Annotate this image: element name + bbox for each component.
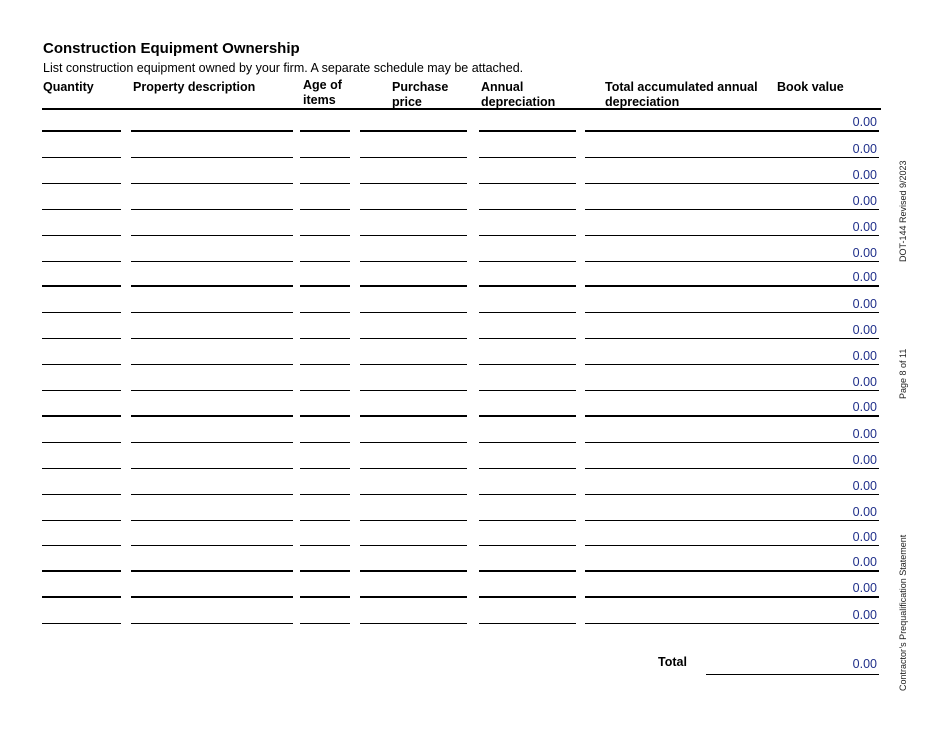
accumulated-field[interactable] <box>585 271 777 287</box>
quantity-field[interactable] <box>42 271 121 287</box>
description-field[interactable] <box>131 142 293 158</box>
depreciation-field[interactable] <box>479 323 576 339</box>
price-field[interactable] <box>360 427 467 443</box>
accumulated-field[interactable] <box>585 582 777 598</box>
book-value-field[interactable] <box>767 528 879 546</box>
book-value-field[interactable] <box>767 373 879 391</box>
accumulated-field[interactable] <box>585 479 777 495</box>
accumulated-field[interactable] <box>585 608 777 624</box>
quantity-field[interactable] <box>42 427 121 443</box>
accumulated-field[interactable] <box>585 168 777 184</box>
age-field[interactable] <box>300 220 350 236</box>
description-field[interactable] <box>131 297 293 313</box>
depreciation-field[interactable] <box>479 116 576 132</box>
book-value-field[interactable] <box>767 218 879 236</box>
book-value-field[interactable] <box>767 295 879 313</box>
age-field[interactable] <box>300 608 350 624</box>
description-field[interactable] <box>131 479 293 495</box>
col-header-depreciation <box>481 80 555 110</box>
quantity-field[interactable] <box>42 608 121 624</box>
description-field[interactable] <box>131 375 293 391</box>
col-header-description: Property description <box>133 80 256 94</box>
depreciation-field[interactable] <box>479 479 576 495</box>
total-field[interactable] <box>706 653 879 675</box>
description-field[interactable] <box>131 530 293 546</box>
description-field[interactable] <box>131 582 293 598</box>
quantity-field[interactable] <box>42 453 121 469</box>
age-field[interactable] <box>300 479 350 495</box>
age-field[interactable] <box>300 142 350 158</box>
price-field[interactable] <box>360 168 467 184</box>
depreciation-field[interactable] <box>479 271 576 287</box>
description-field[interactable] <box>131 271 293 287</box>
total-label: Total <box>658 655 687 669</box>
depreciation-field[interactable] <box>479 608 576 624</box>
description-field[interactable] <box>131 427 293 443</box>
quantity-field[interactable] <box>42 349 121 365</box>
col-header-age <box>303 78 342 108</box>
age-field[interactable] <box>300 116 350 132</box>
quantity-field[interactable] <box>42 530 121 546</box>
age-field[interactable] <box>300 505 350 521</box>
price-field[interactable] <box>360 505 467 521</box>
age-field[interactable] <box>300 453 350 469</box>
depreciation-field[interactable] <box>479 453 576 469</box>
accumulated-field[interactable] <box>585 246 777 262</box>
price-field[interactable] <box>360 297 467 313</box>
quantity-field[interactable] <box>42 505 121 521</box>
col-header-price-line2: price <box>392 95 422 109</box>
price-field[interactable] <box>360 556 467 572</box>
col-header-price <box>392 80 448 110</box>
accumulated-field[interactable] <box>585 142 777 158</box>
book-value-field[interactable] <box>767 477 879 495</box>
depreciation-field[interactable] <box>479 530 576 546</box>
col-header-book-value: Book value <box>777 80 844 94</box>
age-field[interactable] <box>300 349 350 365</box>
description-field[interactable] <box>131 608 293 624</box>
accumulated-field[interactable] <box>585 556 777 572</box>
price-field[interactable] <box>360 349 467 365</box>
accumulated-field[interactable] <box>585 220 777 236</box>
book-value-field[interactable] <box>767 451 879 469</box>
price-field[interactable] <box>360 246 467 262</box>
age-field[interactable] <box>300 582 350 598</box>
book-value-field[interactable] <box>767 244 879 262</box>
description-field[interactable] <box>131 323 293 339</box>
book-value-field[interactable] <box>767 166 879 184</box>
book-value-field[interactable] <box>767 425 879 443</box>
price-field[interactable] <box>360 479 467 495</box>
quantity-field[interactable] <box>42 582 121 598</box>
book-value-field[interactable] <box>767 192 879 210</box>
accumulated-field[interactable] <box>585 530 777 546</box>
book-value-field[interactable] <box>767 321 879 339</box>
quantity-field[interactable] <box>42 168 121 184</box>
quantity-field[interactable] <box>42 194 121 210</box>
col-header-depreciation-line1: Annual <box>481 80 524 94</box>
col-header-accumulated-line2: depreciation <box>605 95 680 109</box>
price-field[interactable] <box>360 530 467 546</box>
depreciation-field[interactable] <box>479 220 576 236</box>
col-header-accumulated-line1: Total accumulated annual <box>605 80 758 94</box>
price-field[interactable] <box>360 271 467 287</box>
age-field[interactable] <box>300 427 350 443</box>
col-header-accumulated <box>605 80 758 110</box>
accumulated-field[interactable] <box>585 453 777 469</box>
age-field[interactable] <box>300 246 350 262</box>
depreciation-field[interactable] <box>479 297 576 313</box>
book-value-field[interactable] <box>767 347 879 365</box>
description-field[interactable] <box>131 220 293 236</box>
price-field[interactable] <box>360 401 467 417</box>
depreciation-field[interactable] <box>479 194 576 210</box>
page-title: Construction Equipment Ownership <box>43 40 300 57</box>
depreciation-field[interactable] <box>479 246 576 262</box>
document-name-vertical: Contractor’s Prequalification Statement <box>898 534 908 691</box>
book-value-field[interactable] <box>767 606 879 624</box>
description-field[interactable] <box>131 453 293 469</box>
price-field[interactable] <box>360 608 467 624</box>
price-field[interactable] <box>360 194 467 210</box>
depreciation-field[interactable] <box>479 556 576 572</box>
price-field[interactable] <box>360 582 467 598</box>
quantity-field[interactable] <box>42 323 121 339</box>
age-field[interactable] <box>300 271 350 287</box>
age-field[interactable] <box>300 530 350 546</box>
depreciation-field[interactable] <box>479 349 576 365</box>
accumulated-field[interactable] <box>585 323 777 339</box>
accumulated-field[interactable] <box>585 427 777 443</box>
form-id-vertical: DOT-144 Revised 9/2023 <box>898 160 908 262</box>
price-field[interactable] <box>360 220 467 236</box>
age-field[interactable] <box>300 556 350 572</box>
description-field[interactable] <box>131 556 293 572</box>
quantity-field[interactable] <box>42 142 121 158</box>
price-field[interactable] <box>360 375 467 391</box>
quantity-field[interactable] <box>42 556 121 572</box>
age-field[interactable] <box>300 401 350 417</box>
col-header-depreciation-line2: depreciation <box>481 95 556 109</box>
age-field[interactable] <box>300 194 350 210</box>
quantity-field[interactable] <box>42 116 121 132</box>
description-field[interactable] <box>131 349 293 365</box>
description-field[interactable] <box>131 116 293 132</box>
book-value-field[interactable] <box>767 399 879 417</box>
accumulated-field[interactable] <box>585 349 777 365</box>
quantity-field[interactable] <box>42 297 121 313</box>
depreciation-field[interactable] <box>479 427 576 443</box>
page-instructions: List construction equipment owned by your firm. A separate schedule may be attached. <box>43 61 524 75</box>
age-field[interactable] <box>300 297 350 313</box>
price-field[interactable] <box>360 453 467 469</box>
col-header-price-line1: Purchase <box>392 80 449 94</box>
age-field[interactable] <box>300 168 350 184</box>
book-value-field[interactable] <box>767 114 879 132</box>
quantity-field[interactable] <box>42 375 121 391</box>
depreciation-field[interactable] <box>479 375 576 391</box>
depreciation-field[interactable] <box>479 582 576 598</box>
quantity-field[interactable] <box>42 401 121 417</box>
accumulated-field[interactable] <box>585 401 777 417</box>
description-field[interactable] <box>131 401 293 417</box>
header-rule <box>42 108 881 110</box>
accumulated-field[interactable] <box>585 194 777 210</box>
book-value-field[interactable] <box>767 269 879 287</box>
book-value-field[interactable] <box>767 554 879 572</box>
quantity-field[interactable] <box>42 220 121 236</box>
book-value-field[interactable] <box>767 503 879 521</box>
col-header-age-line1: Age of <box>303 78 342 92</box>
page-number-vertical: Page 8 of 11 <box>898 348 908 399</box>
col-header-age-line2: items <box>303 93 336 107</box>
book-value-field[interactable] <box>767 580 879 598</box>
description-field[interactable] <box>131 194 293 210</box>
price-field[interactable] <box>360 142 467 158</box>
depreciation-field[interactable] <box>479 505 576 521</box>
age-field[interactable] <box>300 375 350 391</box>
description-field[interactable] <box>131 246 293 262</box>
accumulated-field[interactable] <box>585 297 777 313</box>
accumulated-field[interactable] <box>585 505 777 521</box>
depreciation-field[interactable] <box>479 142 576 158</box>
depreciation-field[interactable] <box>479 168 576 184</box>
book-value-field[interactable] <box>767 140 879 158</box>
description-field[interactable] <box>131 168 293 184</box>
accumulated-field[interactable] <box>585 375 777 391</box>
col-header-quantity: Quantity <box>43 80 94 94</box>
description-field[interactable] <box>131 505 293 521</box>
depreciation-field[interactable] <box>479 401 576 417</box>
price-field[interactable] <box>360 323 467 339</box>
age-field[interactable] <box>300 323 350 339</box>
accumulated-field[interactable] <box>585 116 777 132</box>
price-field[interactable] <box>360 116 467 132</box>
quantity-field[interactable] <box>42 246 121 262</box>
quantity-field[interactable] <box>42 479 121 495</box>
